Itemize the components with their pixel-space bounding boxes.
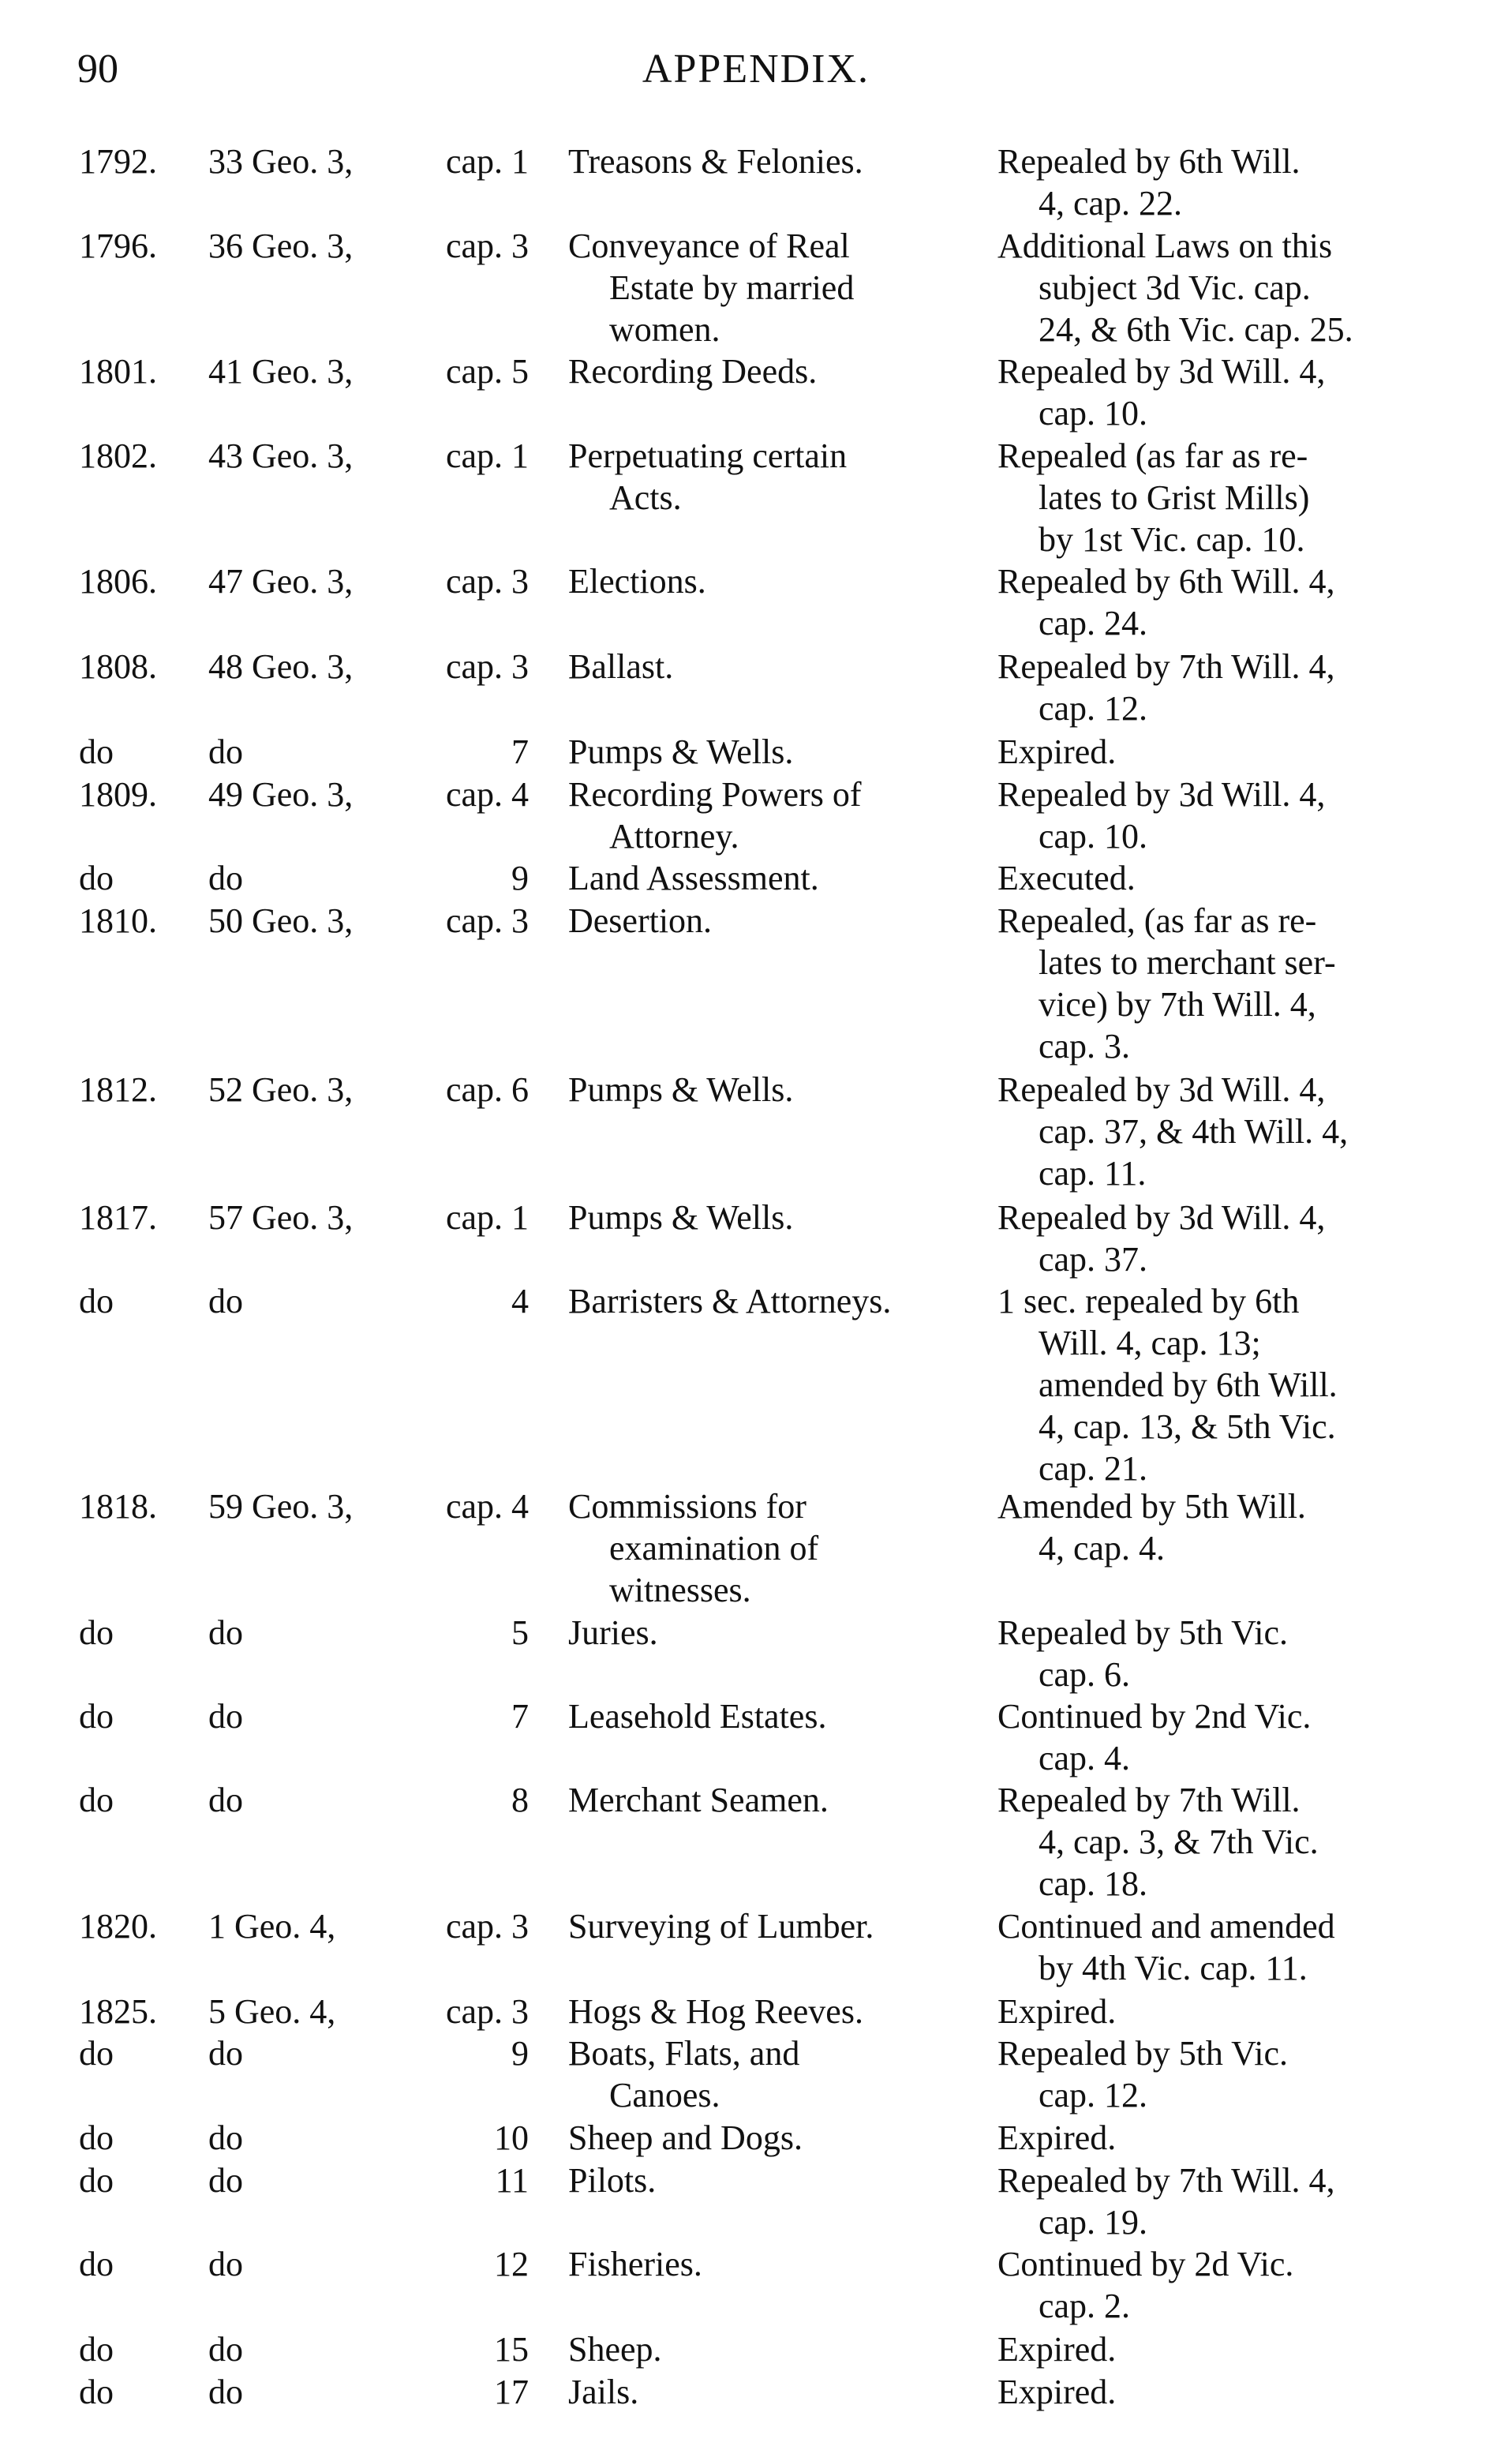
page-number: 90	[77, 47, 118, 92]
statute-year: 1792.	[79, 142, 157, 181]
statute-year: do	[79, 1613, 114, 1652]
statute-status-note	[997, 2371, 1439, 2413]
note-line: Repealed by 7th Will. 4,	[997, 647, 1335, 686]
statute-status-note	[997, 2243, 1439, 2327]
statute-chapter: cap. 3	[445, 647, 529, 686]
note-line: Executed.	[997, 859, 1136, 897]
statute-subject	[568, 1197, 979, 1238]
statute-chapter: cap. 3	[445, 1992, 529, 2031]
subject-line: Pilots.	[568, 2161, 657, 2200]
statute-subject	[568, 1280, 979, 1322]
subject-line: Leasehold Estates.	[568, 1697, 827, 1736]
note-line: Repealed by 3d Will. 4,	[997, 775, 1326, 814]
statute-year: do	[79, 2245, 114, 2283]
statute-year: do	[79, 2373, 114, 2411]
statute-year: 1812.	[79, 1070, 157, 1109]
statute-status-note	[997, 857, 1439, 899]
subject-line: Sheep and Dogs.	[568, 2118, 803, 2157]
note-line: Repealed (as far as re-	[997, 436, 1308, 475]
statute-chapter: cap. 5	[445, 352, 529, 391]
subject-line: Elections.	[568, 562, 706, 601]
note-line: vice) by 7th Will. 4,	[1039, 985, 1316, 1024]
statute-subject	[568, 1485, 979, 1611]
statute-reign: 1 Geo. 4,	[208, 1907, 336, 1946]
note-line: Continued by 2nd Vic.	[997, 1697, 1312, 1736]
statute-year: 1818.	[79, 1487, 157, 1526]
note-line: cap. 21.	[1039, 1449, 1148, 1488]
statute-year: 1806.	[79, 562, 157, 601]
statute-chapter: 8	[511, 1781, 529, 1819]
statute-status-note	[997, 350, 1439, 434]
statute-chapter: 9	[511, 2034, 529, 2073]
statute-year: 1808.	[79, 647, 157, 686]
subject-line: Sheep.	[568, 2330, 662, 2369]
statute-chapter: cap. 6	[445, 1070, 529, 1109]
statute-reign: 49 Geo. 3,	[208, 775, 354, 814]
subject-line: Estate by married	[609, 268, 855, 307]
note-line: Expired.	[997, 2373, 1117, 2411]
statute-year: 1801.	[79, 352, 157, 391]
statute-status-note	[997, 1280, 1439, 1489]
statute-status-note	[997, 560, 1439, 644]
statute-chapter: 5	[511, 1613, 529, 1652]
statute-chapter: cap. 3	[445, 227, 529, 265]
statute-subject	[568, 350, 979, 392]
note-line: cap. 37, & 4th Will. 4,	[1039, 1112, 1349, 1151]
note-line: 24, & 6th Vic. cap. 25.	[1039, 310, 1353, 349]
statute-chapter: cap. 3	[445, 1907, 529, 1946]
statute-chapter: cap. 3	[445, 562, 529, 601]
statute-reign: do	[208, 2161, 243, 2200]
statute-year: 1810.	[79, 901, 157, 940]
statute-status-note	[997, 1991, 1439, 2032]
statute-subject	[568, 225, 979, 350]
statute-year: 1820.	[79, 1907, 157, 1946]
statute-chapter: 10	[494, 2118, 529, 2157]
statute-reign: do	[208, 2118, 243, 2157]
statute-reign: 5 Geo. 4,	[208, 1992, 336, 2031]
statute-reign: do	[208, 1613, 243, 1652]
statute-subject	[568, 1612, 979, 1654]
note-line: cap. 24.	[1039, 604, 1148, 642]
statute-subject	[568, 646, 979, 687]
note-line: Amended by 5th Will.	[997, 1487, 1306, 1526]
note-line: cap. 37.	[1039, 1240, 1148, 1279]
statute-status-note	[997, 900, 1439, 1067]
note-line: cap. 12.	[1039, 689, 1148, 728]
statute-year: do	[79, 2034, 114, 2073]
statute-reign: 43 Geo. 3,	[208, 436, 354, 475]
statute-status-note	[997, 731, 1439, 773]
note-line: cap. 12.	[1039, 2076, 1148, 2115]
statute-year: do	[79, 2330, 114, 2369]
statute-year: 1825.	[79, 1992, 157, 2031]
statute-subject	[568, 1905, 979, 1947]
subject-line: witnesses.	[609, 1571, 751, 1609]
statute-chapter: cap. 1	[445, 142, 529, 181]
statute-reign: 48 Geo. 3,	[208, 647, 354, 686]
note-line: cap. 11.	[1039, 1154, 1147, 1193]
note-line: 4, cap. 4.	[1039, 1529, 1166, 1568]
subject-line: Pumps & Wells.	[568, 1070, 794, 1109]
statute-chapter: 15	[494, 2330, 529, 2369]
statute-subject	[568, 2243, 979, 2285]
statute-reign: do	[208, 2245, 243, 2283]
statute-status-note	[997, 1905, 1439, 1989]
statute-reign: 41 Geo. 3,	[208, 352, 354, 391]
note-line: 1 sec. repealed by 6th	[997, 1282, 1300, 1320]
statute-status-note	[997, 1069, 1439, 1194]
note-line: Additional Laws on this	[997, 227, 1333, 265]
statute-chapter: 4	[511, 1282, 529, 1320]
subject-line: Merchant Seamen.	[568, 1781, 829, 1819]
statute-year: do	[79, 1697, 114, 1736]
statute-subject	[568, 2117, 979, 2159]
statute-reign: do	[208, 732, 243, 771]
subject-line: Boats, Flats, and	[568, 2034, 800, 2073]
statute-chapter: 11	[495, 2161, 529, 2200]
note-line: Expired.	[997, 732, 1117, 771]
statute-subject	[568, 1991, 979, 2032]
subject-line: Acts.	[609, 478, 682, 517]
statute-status-note	[997, 2328, 1439, 2370]
note-line: Expired.	[997, 2330, 1117, 2369]
note-line: Repealed by 3d Will. 4,	[997, 352, 1326, 391]
note-line: Will. 4, cap. 13;	[1039, 1324, 1261, 1362]
running-head: APPENDIX.	[642, 47, 870, 92]
statute-status-note	[997, 1612, 1439, 1695]
note-line: Repealed by 7th Will. 4,	[997, 2161, 1335, 2200]
statute-reign: 50 Geo. 3,	[208, 901, 354, 940]
statute-status-note	[997, 140, 1439, 224]
statute-chapter: 7	[511, 732, 529, 771]
statute-chapter: cap. 3	[445, 901, 529, 940]
statute-subject	[568, 857, 979, 899]
statute-status-note	[997, 1695, 1439, 1779]
note-line: by 4th Vic. cap. 11.	[1039, 1949, 1308, 1987]
statute-chapter: 17	[494, 2373, 529, 2411]
statute-status-note	[997, 2117, 1439, 2159]
statute-year: do	[79, 732, 114, 771]
statute-chapter: 12	[494, 2245, 529, 2283]
note-line: cap. 2.	[1039, 2287, 1131, 2325]
statute-status-note	[997, 2032, 1439, 2116]
statute-year: 1802.	[79, 436, 157, 475]
subject-line: Desertion.	[568, 901, 713, 940]
note-line: lates to Grist Mills)	[1039, 478, 1310, 517]
statute-subject	[568, 2371, 979, 2413]
subject-line: Conveyance of Real	[568, 227, 850, 265]
subject-line: Hogs & Hog Reeves.	[568, 1992, 863, 2031]
note-line: amended by 6th Will.	[1039, 1365, 1338, 1404]
statute-year: 1817.	[79, 1198, 157, 1237]
statute-chapter: cap. 4	[445, 775, 529, 814]
note-line: subject 3d Vic. cap.	[1039, 268, 1311, 307]
statute-year: 1796.	[79, 227, 157, 265]
note-line: Repealed by 6th Will.	[997, 142, 1301, 181]
statute-year: do	[79, 1781, 114, 1819]
note-line: Repealed, (as far as re-	[997, 901, 1317, 940]
statute-subject	[568, 900, 979, 942]
statute-reign: do	[208, 2330, 243, 2369]
statute-reign: do	[208, 2373, 243, 2411]
statute-reign: 57 Geo. 3,	[208, 1198, 354, 1237]
subject-line: Canoes.	[609, 2076, 720, 2115]
note-line: cap. 4.	[1039, 1739, 1131, 1777]
note-line: Repealed by 6th Will. 4,	[997, 562, 1335, 601]
statute-reign: do	[208, 1282, 243, 1320]
note-line: Continued and amended	[997, 1907, 1335, 1946]
statute-chapter: cap. 4	[445, 1487, 529, 1526]
note-line: cap. 6.	[1039, 1655, 1131, 1694]
note-line: Expired.	[997, 1992, 1117, 2031]
subject-line: Jails.	[568, 2373, 639, 2411]
subject-line: Commissions for	[568, 1487, 807, 1526]
subject-line: Surveying of Lumber.	[568, 1907, 874, 1946]
statute-chapter: cap. 1	[445, 1198, 529, 1237]
statute-chapter: 7	[511, 1697, 529, 1736]
statute-subject	[568, 1069, 979, 1111]
statute-status-note	[997, 225, 1439, 350]
note-line: cap. 10.	[1039, 817, 1148, 856]
subject-line: examination of	[609, 1529, 819, 1568]
note-line: Expired.	[997, 2118, 1117, 2157]
statute-chapter: 9	[511, 859, 529, 897]
statute-reign: do	[208, 1781, 243, 1819]
statute-status-note	[997, 2159, 1439, 2243]
note-line: Repealed by 7th Will.	[997, 1781, 1301, 1819]
statute-subject	[568, 2159, 979, 2201]
subject-line: Land Assessment.	[568, 859, 819, 897]
statute-year: do	[79, 1282, 114, 1320]
statute-status-note	[997, 774, 1439, 857]
statute-reign: 33 Geo. 3,	[208, 142, 354, 181]
subject-line: Recording Powers of	[568, 775, 862, 814]
statute-subject	[568, 1695, 979, 1737]
note-line: Repealed by 3d Will. 4,	[997, 1198, 1326, 1237]
statute-year: do	[79, 2118, 114, 2157]
statute-status-note	[997, 1197, 1439, 1280]
statute-subject	[568, 560, 979, 602]
subject-line: Juries.	[568, 1613, 658, 1652]
statute-status-note	[997, 435, 1439, 560]
statute-reign: do	[208, 859, 243, 897]
statute-subject	[568, 2328, 979, 2370]
note-line: cap. 10.	[1039, 394, 1148, 433]
statute-reign: do	[208, 2034, 243, 2073]
statute-reign: 36 Geo. 3,	[208, 227, 354, 265]
statute-year: do	[79, 859, 114, 897]
statute-chapter: cap. 1	[445, 436, 529, 475]
statute-subject	[568, 1779, 979, 1821]
statute-reign: 47 Geo. 3,	[208, 562, 354, 601]
note-line: Continued by 2d Vic.	[997, 2245, 1294, 2283]
note-line: 4, cap. 3, & 7th Vic.	[1039, 1822, 1319, 1861]
note-line: Repealed by 5th Vic.	[997, 2034, 1289, 2073]
statute-subject	[568, 140, 979, 182]
subject-line: Perpetuating certain	[568, 436, 848, 475]
subject-line: Pumps & Wells.	[568, 1198, 794, 1237]
note-line: cap. 3.	[1039, 1027, 1131, 1066]
note-line: Repealed by 3d Will. 4,	[997, 1070, 1326, 1109]
note-line: 4, cap. 22.	[1039, 184, 1183, 223]
subject-line: Treasons & Felonies.	[568, 142, 863, 181]
statute-subject	[568, 435, 979, 519]
statute-subject	[568, 774, 979, 857]
statute-reign: 59 Geo. 3,	[208, 1487, 354, 1526]
note-line: cap. 19.	[1039, 2203, 1148, 2242]
subject-line: Barristers & Attorneys.	[568, 1282, 892, 1320]
subject-line: women.	[609, 310, 720, 349]
note-line: by 1st Vic. cap. 10.	[1039, 520, 1305, 559]
note-line: lates to merchant ser-	[1039, 943, 1336, 982]
note-line: 4, cap. 13, & 5th Vic.	[1039, 1407, 1336, 1446]
statute-subject	[568, 731, 979, 773]
subject-line: Recording Deeds.	[568, 352, 818, 391]
subject-line: Fisheries.	[568, 2245, 702, 2283]
note-line: cap. 18.	[1039, 1864, 1148, 1903]
statute-year: 1809.	[79, 775, 157, 814]
statute-subject	[568, 2032, 979, 2116]
statute-reign: 52 Geo. 3,	[208, 1070, 354, 1109]
statute-status-note	[997, 646, 1439, 729]
statute-reign: do	[208, 1697, 243, 1736]
statute-year: do	[79, 2161, 114, 2200]
subject-line: Pumps & Wells.	[568, 732, 794, 771]
statute-status-note	[997, 1485, 1439, 1569]
subject-line: Attorney.	[609, 817, 739, 856]
statute-status-note	[997, 1779, 1439, 1905]
note-line: Repealed by 5th Vic.	[997, 1613, 1289, 1652]
subject-line: Ballast.	[568, 647, 674, 686]
